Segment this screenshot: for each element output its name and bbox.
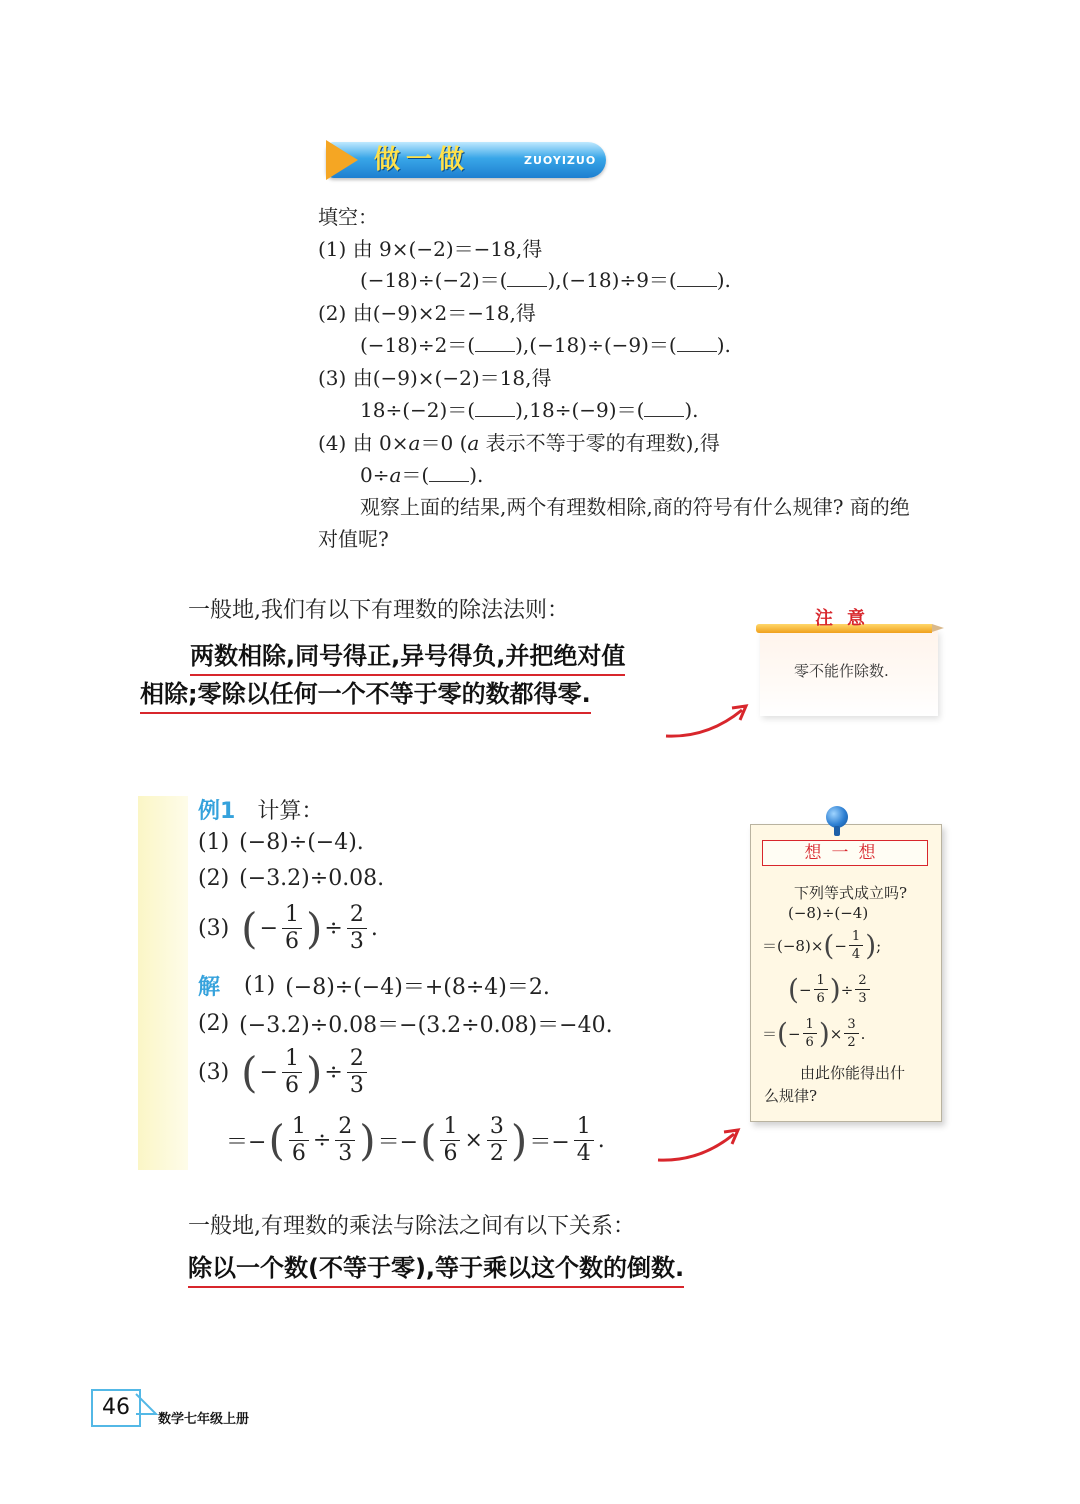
item-label: (1) bbox=[318, 237, 347, 261]
fraction bbox=[282, 1048, 302, 1097]
solution-1 bbox=[198, 970, 550, 1001]
text: ). bbox=[716, 268, 731, 292]
example-band bbox=[138, 796, 188, 1170]
observe-question-line1: 观察上面的结果,两个有理数相除,商的符号有什么规律? 商的绝 bbox=[360, 495, 910, 519]
observe-question-line2: 对值呢? bbox=[318, 527, 389, 551]
exercise-item-2 bbox=[318, 298, 536, 328]
blank bbox=[475, 416, 515, 417]
denominator: 2 bbox=[487, 1140, 507, 1165]
exercise-item-2-blanks bbox=[360, 330, 731, 360]
exercise-item-1 bbox=[318, 234, 542, 264]
text: 18÷(−2)＝( bbox=[360, 398, 476, 422]
solution-item-label: (2) bbox=[198, 1011, 230, 1036]
numerator: 1 bbox=[285, 1046, 299, 1071]
text: ). bbox=[684, 398, 699, 422]
example-header bbox=[198, 794, 323, 825]
exercise-item-3 bbox=[318, 363, 551, 393]
play-arrow-icon bbox=[326, 140, 358, 180]
item-premise: 由 9×(−2)＝−18,得 bbox=[352, 237, 543, 261]
blank bbox=[677, 286, 717, 287]
text: (−18)÷2＝( bbox=[360, 333, 476, 357]
denominator: 6 bbox=[282, 1072, 302, 1097]
text: 由 0× bbox=[352, 431, 409, 455]
solution-expression: (−3.2)÷0.08＝−(3.2÷0.08)＝−40. bbox=[239, 1013, 613, 1038]
denominator: 6 bbox=[440, 1140, 460, 1165]
text: ＝( bbox=[401, 463, 430, 487]
item-label: (4) bbox=[318, 431, 347, 455]
problem-expression: (−8)÷(−4). bbox=[239, 830, 364, 855]
item-premise: 由(−9)×2＝−18,得 bbox=[352, 301, 536, 325]
exercise-item-1-blanks bbox=[360, 265, 731, 295]
numerator: 3 bbox=[489, 1114, 504, 1139]
denominator: 4 bbox=[574, 1140, 594, 1165]
denominator: 2 bbox=[844, 1033, 858, 1049]
numerator: 2 bbox=[858, 973, 867, 988]
denominator: 4 bbox=[849, 945, 863, 961]
denominator: 3 bbox=[335, 1140, 355, 1165]
numerator: 1 bbox=[443, 1114, 458, 1139]
fraction bbox=[335, 1116, 355, 1165]
problem-1 bbox=[198, 830, 364, 855]
solution-item-label: (3) bbox=[198, 1060, 230, 1085]
exercise-item-3-blanks bbox=[360, 395, 699, 425]
problem-label: (3) bbox=[198, 916, 230, 941]
relation-rule: 除以一个数(不等于零),等于乘以这个数的倒数. bbox=[188, 1250, 684, 1288]
fraction bbox=[347, 1048, 367, 1097]
problem-expression: (−3.2)÷0.08. bbox=[239, 866, 385, 891]
text: (−18)÷(−2)＝( bbox=[360, 268, 508, 292]
numerator: 1 bbox=[291, 1114, 306, 1139]
solution-3: (3) ( − $\frac{1}{6}$ ) ÷ $\frac{2}{3}$ bbox=[198, 1048, 369, 1097]
problem-label: (1) bbox=[198, 830, 230, 855]
pencil-tip-icon bbox=[932, 624, 944, 632]
blank bbox=[507, 286, 547, 287]
variable: a bbox=[389, 463, 402, 487]
denominator: 6 bbox=[289, 1140, 309, 1165]
text: ＝(−8)× bbox=[762, 937, 824, 955]
denominator: 6 bbox=[803, 1033, 817, 1049]
numerator: 1 bbox=[805, 1017, 814, 1032]
numerator: 3 bbox=[847, 1017, 856, 1032]
solution-item-label: (1) bbox=[244, 973, 276, 998]
fraction bbox=[855, 974, 869, 1005]
blank bbox=[429, 481, 469, 482]
exercise-item-4 bbox=[318, 428, 720, 458]
page-number: 46 bbox=[91, 1389, 141, 1427]
text: ; bbox=[876, 936, 882, 955]
solution-2 bbox=[198, 1008, 613, 1039]
fraction bbox=[487, 1116, 507, 1165]
text: ),(−18)÷(−9)＝( bbox=[515, 333, 677, 357]
numerator: 1 bbox=[851, 929, 861, 944]
fraction bbox=[844, 1018, 858, 1049]
exercise-item-4-blanks bbox=[360, 460, 483, 490]
denominator: 3 bbox=[855, 989, 869, 1005]
text: ). bbox=[469, 463, 484, 487]
fraction bbox=[347, 904, 367, 953]
think-eq1: (−8)÷(−4) bbox=[788, 904, 869, 922]
fraction bbox=[849, 930, 863, 961]
text: 表示不等于零的有理数),得 bbox=[479, 431, 720, 455]
think-title: 想一想 bbox=[762, 840, 928, 866]
item-label: (3) bbox=[318, 366, 347, 390]
fraction bbox=[440, 1116, 460, 1165]
division-rule-line2: 相除;零除以任何一个不等于零的数都得零. bbox=[140, 676, 591, 714]
numerator: 1 bbox=[576, 1114, 591, 1139]
numerator: 2 bbox=[349, 902, 364, 927]
think-tail-line2: 么规律? bbox=[764, 1087, 818, 1105]
fraction bbox=[574, 1116, 594, 1165]
text: ＝0 ( bbox=[420, 431, 468, 455]
denominator: 6 bbox=[814, 989, 828, 1005]
solution-expression: (−8)÷(−4)＝+(8÷4)＝2. bbox=[285, 975, 550, 1000]
numerator: 1 bbox=[285, 902, 299, 927]
note-text: 零不能作除数. bbox=[794, 662, 889, 680]
banner-title: 做一做 bbox=[374, 145, 471, 175]
text: ). bbox=[716, 333, 731, 357]
think-question: 下列等式成立吗? bbox=[794, 884, 908, 902]
think-eq4: ＝ ( − $\frac{1}{6}$ ) × $\frac{3}{2}$ . bbox=[762, 1016, 866, 1050]
book-title: 数学七年级上册 bbox=[158, 1412, 250, 1427]
division-rule-intro: 一般地,我们有以下有理数的除法法则： bbox=[188, 598, 569, 623]
fraction bbox=[289, 1116, 309, 1165]
numerator: 2 bbox=[349, 1046, 364, 1071]
solution-label: 解 bbox=[198, 975, 221, 1000]
banner-subtitle: ZUOYIZUO bbox=[524, 154, 597, 167]
problem-2 bbox=[198, 866, 384, 891]
arrow-icon bbox=[654, 1124, 744, 1168]
denominator: 3 bbox=[347, 928, 367, 953]
text: ),(−18)÷9＝( bbox=[547, 268, 677, 292]
fraction bbox=[803, 1018, 817, 1049]
fraction bbox=[814, 974, 828, 1005]
think-tail-line1: 由此你能得出什 bbox=[800, 1064, 906, 1082]
problem-label: (2) bbox=[198, 866, 230, 891]
think-eq2: ＝(−8)× ( − $\frac{1}{4}$ ) ; bbox=[762, 928, 882, 962]
text: ),18÷(−9)＝( bbox=[515, 398, 645, 422]
example-instruction: 计算： bbox=[257, 799, 324, 824]
relation-intro: 一般地,有理数的乘法与除法之间有以下关系： bbox=[188, 1214, 635, 1239]
solution-3-result: ＝− ( $\frac{1}{6}$ ÷ $\frac{2}{3}$ ) ＝− ( $\frac{1}{6}$ × $\frac{3}{2}$ ) ＝− $\frac{1}{4}$ . bbox=[226, 1114, 605, 1166]
blank bbox=[677, 351, 717, 352]
division-rule-line1: 两数相除,同号得正,异号得负,并把绝对值 bbox=[190, 638, 625, 676]
variable: a bbox=[408, 431, 421, 455]
pushpin-icon bbox=[826, 806, 848, 828]
blank bbox=[644, 416, 684, 417]
denominator: 6 bbox=[282, 928, 302, 953]
item-premise: 由(−9)×(−2)＝18,得 bbox=[352, 366, 552, 390]
think-eq3: ( − $\frac{1}{6}$ ) ÷ $\frac{2}{3}$ bbox=[788, 974, 872, 1005]
variable: a bbox=[467, 431, 480, 455]
note-title: 注意 bbox=[815, 608, 879, 629]
numerator: 2 bbox=[338, 1114, 353, 1139]
exercise-intro: 填空： bbox=[318, 205, 378, 229]
fraction bbox=[282, 904, 302, 953]
page-tab-icon bbox=[134, 1392, 160, 1426]
pushpin-needle bbox=[834, 826, 840, 836]
arrow-icon bbox=[660, 698, 752, 744]
example-label: 例1 bbox=[198, 799, 236, 824]
problem-3: (3) ( − $\frac{1}{6}$ ) ÷ $\frac{2}{3}$ . bbox=[198, 902, 378, 954]
item-label: (2) bbox=[318, 301, 347, 325]
text: 0÷ bbox=[360, 463, 390, 487]
denominator: 3 bbox=[347, 1072, 367, 1097]
blank bbox=[475, 351, 515, 352]
numerator: 1 bbox=[816, 973, 825, 988]
